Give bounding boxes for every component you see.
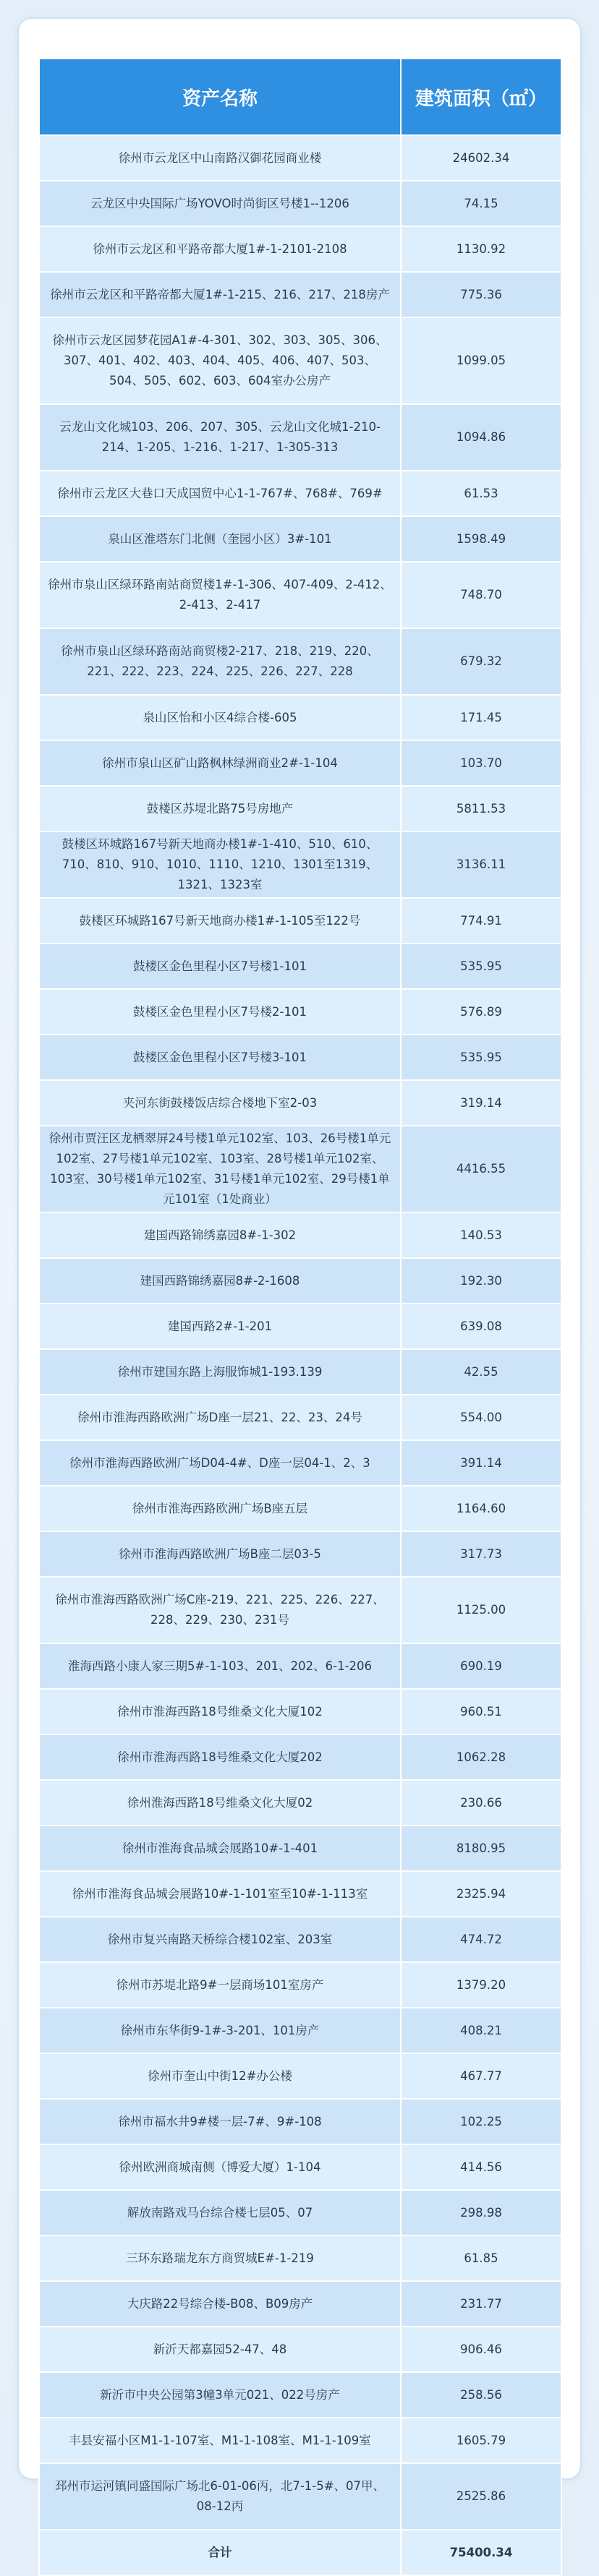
asset-name-cell: 徐州市建国东路上海服饰城1-193.139 — [39, 1349, 401, 1395]
table-row — [39, 562, 561, 628]
asset-name-cell: 鼓楼区环城路167号新天地商办楼1#-1-105至122号 — [39, 898, 401, 943]
floor-area-cell: 4416.55 — [401, 1126, 561, 1212]
asset-name-cell: 徐州市云龙区中山南路汉御花园商业楼 — [39, 135, 401, 181]
asset-name-cell: 建国西路2#-1-201 — [39, 1304, 401, 1349]
table-row — [39, 404, 561, 471]
asset-name-cell: 徐州市淮海食品城会展路10#-1-401 — [39, 1826, 401, 1871]
table-row — [39, 2053, 561, 2099]
asset-name-cell: 建国西路锦绣嘉园8#-2-1608 — [39, 1258, 401, 1304]
asset-name-cell: 徐州欧洲商城南侧（博爱大厦）1-104 — [39, 2144, 401, 2190]
table-row — [39, 2372, 561, 2418]
floor-area-cell: 906.46 — [401, 2327, 561, 2372]
floor-area-cell: 554.00 — [401, 1395, 561, 1440]
total-row — [39, 2530, 561, 2575]
floor-area-cell: 535.95 — [401, 1035, 561, 1080]
table-row — [39, 226, 561, 272]
table-row — [39, 1212, 561, 1258]
floor-area-cell: 103.70 — [401, 740, 561, 786]
asset-name-cell: 鼓楼区苏堤北路75号房地产 — [39, 786, 401, 831]
table-row — [39, 471, 561, 516]
table-row — [39, 1689, 561, 1734]
asset-name-cell: 徐州市云龙区大巷口天成国贸中心1-1-767#、768#、769# — [39, 471, 401, 516]
floor-area-cell: 960.51 — [401, 1689, 561, 1734]
floor-area-cell: 42.55 — [401, 1349, 561, 1395]
asset-name-cell: 三环东路瑞龙东方商贸城E#-1-219 — [39, 2235, 401, 2281]
floor-area-cell: 775.36 — [401, 272, 561, 317]
asset-name-cell: 鼓楼区金色里程小区7号楼1-101 — [39, 943, 401, 989]
floor-area-cell: 74.15 — [401, 181, 561, 226]
table-row — [39, 2008, 561, 2053]
table-row — [39, 2281, 561, 2327]
asset-name-cell: 徐州市奎山中街12#办公楼 — [39, 2053, 401, 2099]
floor-area-cell: 317.73 — [401, 1531, 561, 1577]
floor-area-cell: 1099.05 — [401, 317, 561, 404]
floor-area-cell: 1130.92 — [401, 226, 561, 272]
asset-name-cell: 泉山区淮塔东门北侧（奎园小区）3#-101 — [39, 516, 401, 562]
asset-name-cell: 徐州市云龙区和平路帝都大厦1#-1-2101-2108 — [39, 226, 401, 272]
asset-name-cell: 新沂天都嘉园52-47、48 — [39, 2327, 401, 2372]
table-row — [39, 181, 561, 226]
floor-area-cell: 24602.34 — [401, 135, 561, 181]
floor-area-cell: 3136.11 — [401, 831, 561, 898]
floor-area-cell: 748.70 — [401, 562, 561, 628]
floor-area-cell: 467.77 — [401, 2053, 561, 2099]
floor-area-cell: 1062.28 — [401, 1734, 561, 1780]
table-row — [39, 2327, 561, 2372]
table-row — [39, 1643, 561, 1689]
floor-area-cell: 8180.95 — [401, 1826, 561, 1871]
floor-area-cell: 774.91 — [401, 898, 561, 943]
asset-name-cell: 大庆路22号综合楼-B08、B09房产 — [39, 2281, 401, 2327]
floor-area-cell: 639.08 — [401, 1304, 561, 1349]
asset-name-cell: 徐州市淮海西路18号维桑文化大厦202 — [39, 1734, 401, 1780]
table-row — [39, 1080, 561, 1126]
table-row — [39, 2099, 561, 2144]
asset-name-cell: 徐州市淮海西路欧洲广场B座五层 — [39, 1486, 401, 1531]
asset-name-cell: 徐州市苏堤北路9#一层商场101室房产 — [39, 1962, 401, 2008]
table-row — [39, 516, 561, 562]
asset-name-cell: 徐州市泉山区矿山路枫林绿洲商业2#-1-104 — [39, 740, 401, 786]
asset-name-cell: 徐州市东华街9-1#-3-201、101房产 — [39, 2008, 401, 2053]
header-asset-name: 资产名称 — [39, 59, 401, 135]
asset-name-cell: 泉山区怡和小区4综合楼-605 — [39, 695, 401, 740]
table-row — [39, 135, 561, 181]
table-row — [39, 1577, 561, 1643]
floor-area-cell: 231.77 — [401, 2281, 561, 2327]
asset-name-cell: 徐州市云龙区和平路帝都大厦1#-1-215、216、217、218房产 — [39, 272, 401, 317]
asset-name-cell: 邳州市运河镇同盛国际广场北6-01-06丙，北7-1-5#、07甲、08-12丙 — [39, 2463, 401, 2530]
floor-area-cell: 1125.00 — [401, 1577, 561, 1643]
floor-area-cell: 230.66 — [401, 1780, 561, 1826]
table-row — [39, 1917, 561, 1962]
asset-name-cell: 徐州市淮海西路18号维桑文化大厦102 — [39, 1689, 401, 1734]
table-row — [39, 1258, 561, 1304]
table-row — [39, 1486, 561, 1531]
total-area: 75400.34 — [401, 2530, 561, 2575]
asset-name-cell: 云龙山文化城103、206、207、305、云龙山文化城1-210-214、1-205、1-216、1-217、1-305-313 — [39, 404, 401, 471]
floor-area-cell: 1164.60 — [401, 1486, 561, 1531]
table-row — [39, 989, 561, 1035]
table-row — [39, 1826, 561, 1871]
asset-name-cell: 徐州市淮海西路欧洲广场C座-219、221、225、226、227、228、229、230、231号 — [39, 1577, 401, 1643]
floor-area-cell: 61.85 — [401, 2235, 561, 2281]
table-row — [39, 2463, 561, 2530]
asset-name-cell: 解放南路戏马台综合楼七层05、07 — [39, 2190, 401, 2235]
table-row — [39, 2190, 561, 2235]
asset-name-cell: 鼓楼区金色里程小区7号楼2-101 — [39, 989, 401, 1035]
floor-area-cell: 61.53 — [401, 471, 561, 516]
floor-area-cell: 5811.53 — [401, 786, 561, 831]
asset-name-cell: 徐州市淮海食品城会展路10#-1-101室至10#-1-113室 — [39, 1871, 401, 1917]
table-row — [39, 1871, 561, 1917]
table-row — [39, 1035, 561, 1080]
asset-name-cell: 徐州市淮海西路欧洲广场D04-4#、D座一层04-1、2、3 — [39, 1440, 401, 1486]
table-row — [39, 2235, 561, 2281]
table-row — [39, 2144, 561, 2190]
asset-name-cell: 徐州市淮海西路欧洲广场B座二层03-5 — [39, 1531, 401, 1577]
floor-area-cell: 102.25 — [401, 2099, 561, 2144]
table-header-row — [39, 59, 561, 135]
table-row — [39, 1349, 561, 1395]
asset-name-cell: 徐州淮海西路18号维桑文化大厦02 — [39, 1780, 401, 1826]
asset-name-cell: 夹河东街鼓楼饭店综合楼地下室2-03 — [39, 1080, 401, 1126]
floor-area-cell: 1598.49 — [401, 516, 561, 562]
table-row — [39, 1780, 561, 1826]
header-floor-area: 建筑面积（㎡） — [401, 59, 561, 135]
asset-name-cell: 徐州市云龙区园梦花园A1#-4-301、302、303、305、306、307、401、402、403、404、405、406、407、503、504、505、602、603、604室办公房产 — [39, 317, 401, 404]
asset-name-cell: 建国西路锦绣嘉园8#-1-302 — [39, 1212, 401, 1258]
floor-area-cell: 474.72 — [401, 1917, 561, 1962]
asset-name-cell: 鼓楼区金色里程小区7号楼3-101 — [39, 1035, 401, 1080]
floor-area-cell: 1379.20 — [401, 1962, 561, 2008]
floor-area-cell: 2525.86 — [401, 2463, 561, 2530]
table-row — [39, 1395, 561, 1440]
asset-name-cell: 徐州市复兴南路天桥综合楼102室、203室 — [39, 1917, 401, 1962]
table-row — [39, 695, 561, 740]
floor-area-cell: 258.56 — [401, 2372, 561, 2418]
total-label: 合计 — [39, 2530, 401, 2575]
table-row — [39, 786, 561, 831]
floor-area-cell: 171.45 — [401, 695, 561, 740]
floor-area-cell: 1094.86 — [401, 404, 561, 471]
floor-area-cell: 535.95 — [401, 943, 561, 989]
table-row — [39, 740, 561, 786]
asset-name-cell: 新沂市中央公园第3幢3单元021、022号房产 — [39, 2372, 401, 2418]
table-row — [39, 1440, 561, 1486]
table-card — [19, 19, 580, 2559]
floor-area-cell: 2325.94 — [401, 1871, 561, 1917]
table-row — [39, 831, 561, 898]
asset-table — [38, 58, 562, 2576]
table-row — [39, 628, 561, 695]
table-row — [39, 1734, 561, 1780]
floor-area-cell: 391.14 — [401, 1440, 561, 1486]
table-row — [39, 1126, 561, 1212]
asset-name-cell: 徐州市淮海西路欧洲广场D座一层21、22、23、24号 — [39, 1395, 401, 1440]
table-row — [39, 317, 561, 404]
asset-name-cell: 鼓楼区环城路167号新天地商办楼1#-1-410、510、610、710、810、910、1010、1110、1210、1301至1319、1321、1323室 — [39, 831, 401, 898]
floor-area-cell: 140.53 — [401, 1212, 561, 1258]
floor-area-cell: 414.56 — [401, 2144, 561, 2190]
table-row — [39, 898, 561, 943]
table-row — [39, 1531, 561, 1577]
floor-area-cell: 690.19 — [401, 1643, 561, 1689]
table-row — [39, 1304, 561, 1349]
asset-name-cell: 徐州市泉山区绿环路南站商贸楼1#-1-306、407-409、2-412、2-413、2-417 — [39, 562, 401, 628]
floor-area-cell: 679.32 — [401, 628, 561, 695]
floor-area-cell: 298.98 — [401, 2190, 561, 2235]
table-row — [39, 943, 561, 989]
floor-area-cell: 1605.79 — [401, 2418, 561, 2463]
asset-name-cell: 徐州市贾汪区龙栖翠屏24号楼1单元102室、103、26号楼1单元102室、27号楼1单元102室、103室、28号楼1单元102室、103室、30号楼1单元102室、31号楼1单元102室、29号楼1单元101室（1处商业） — [39, 1126, 401, 1212]
table-row — [39, 272, 561, 317]
floor-area-cell: 319.14 — [401, 1080, 561, 1126]
table-row — [39, 2418, 561, 2463]
floor-area-cell: 192.30 — [401, 1258, 561, 1304]
asset-name-cell: 淮海西路小康人家三期5#-1-103、201、202、6-1-206 — [39, 1643, 401, 1689]
table-body — [39, 135, 561, 2575]
asset-name-cell: 云龙区中央国际广场YOVO时尚街区号楼1--1206 — [39, 181, 401, 226]
asset-name-cell: 徐州市福水井9#楼一层-7#、9#-108 — [39, 2099, 401, 2144]
floor-area-cell: 408.21 — [401, 2008, 561, 2053]
table-row — [39, 1962, 561, 2008]
asset-name-cell: 徐州市泉山区绿环路南站商贸楼2-217、218、219、220、221、222、223、224、225、226、227、228 — [39, 628, 401, 695]
floor-area-cell: 576.89 — [401, 989, 561, 1035]
asset-name-cell: 丰县安福小区M1-1-107室、M1-1-108室、M1-1-109室 — [39, 2418, 401, 2463]
